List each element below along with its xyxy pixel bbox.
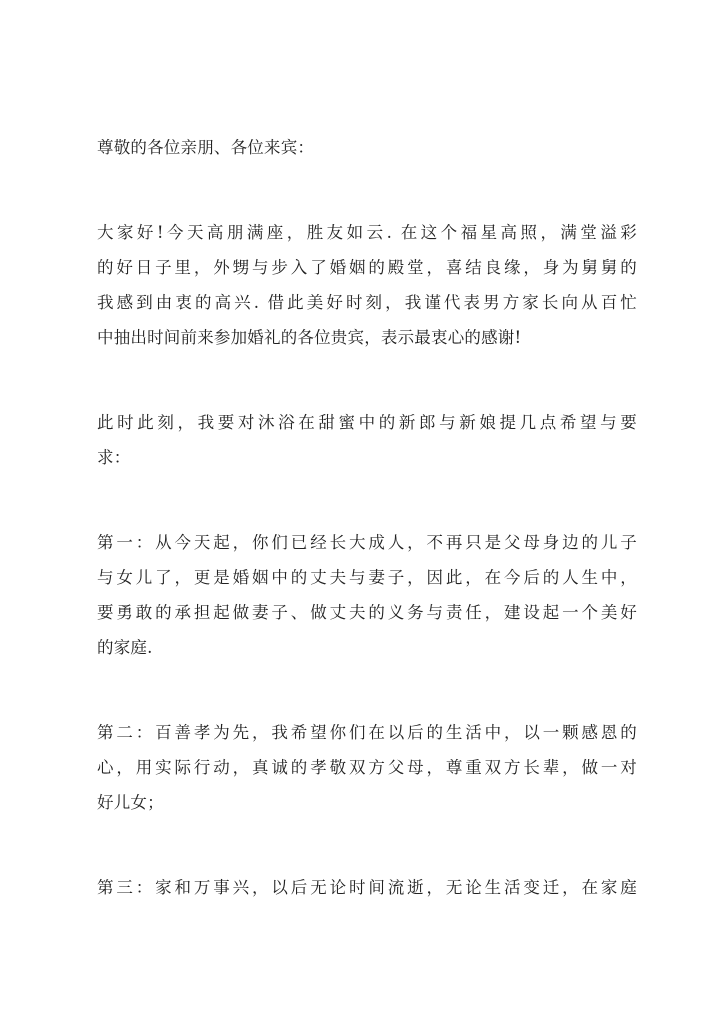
- text-line: 的家庭.: [97, 638, 153, 657]
- wishes-intro-paragraph: [97, 405, 637, 475]
- paragraph-gap: [97, 475, 637, 525]
- first-wish-paragraph: [97, 525, 637, 665]
- text-line: 此时此刻，我要对沐浴在甜蜜中的新郎与新娘提几点希望与要: [97, 413, 637, 432]
- paragraph-gap: [97, 355, 637, 405]
- text-line: 心，用实际行动，真诚的孝敬双方父母，尊重双方长辈，做一对: [97, 758, 637, 777]
- salutation-paragraph: [97, 130, 637, 165]
- text-line: 第二：百善孝为先，我希望你们在以后的生活中，以一颗感恩的: [97, 723, 637, 742]
- second-wish-paragraph: [97, 715, 637, 820]
- text-line: 中抽出时间前来参加婚礼的各位贵宾，表示最衷心的感谢!: [97, 328, 522, 347]
- text-line: 第一：从今天起，你们已经长大成人，不再只是父母身边的儿子: [97, 533, 637, 552]
- paragraph-gap: [97, 820, 637, 870]
- text-line: 好儿女；: [97, 793, 164, 812]
- greeting-paragraph: [97, 215, 637, 355]
- text-line: 大家好!今天高朋满座，胜友如云. 在这个福星高照，满堂溢彩: [97, 223, 637, 242]
- text-line: 我感到由衷的高兴. 借此美好时刻，我谨代表男方家长向从百忙: [97, 293, 637, 312]
- text-line: 与女儿了，更是婚姻中的丈夫与妻子，因此，在今后的人生中，: [97, 568, 637, 587]
- text-line: 第三：家和万事兴，以后无论时间流逝，无论生活变迁，在家庭: [97, 878, 637, 897]
- third-wish-paragraph: [97, 870, 637, 905]
- speech-text: [97, 130, 637, 905]
- text-line: 要勇敢的承担起做妻子、做丈夫的义务与责任，建设起一个美好: [97, 603, 637, 622]
- text-line: 求：: [97, 448, 131, 467]
- text-line: 的好日子里，外甥与步入了婚姻的殿堂，喜结良缘，身为舅舅的: [97, 258, 637, 277]
- paragraph-gap: [97, 165, 637, 215]
- text-line: 尊敬的各位亲朋、各位来宾：: [97, 138, 315, 157]
- paragraph-gap: [97, 665, 637, 715]
